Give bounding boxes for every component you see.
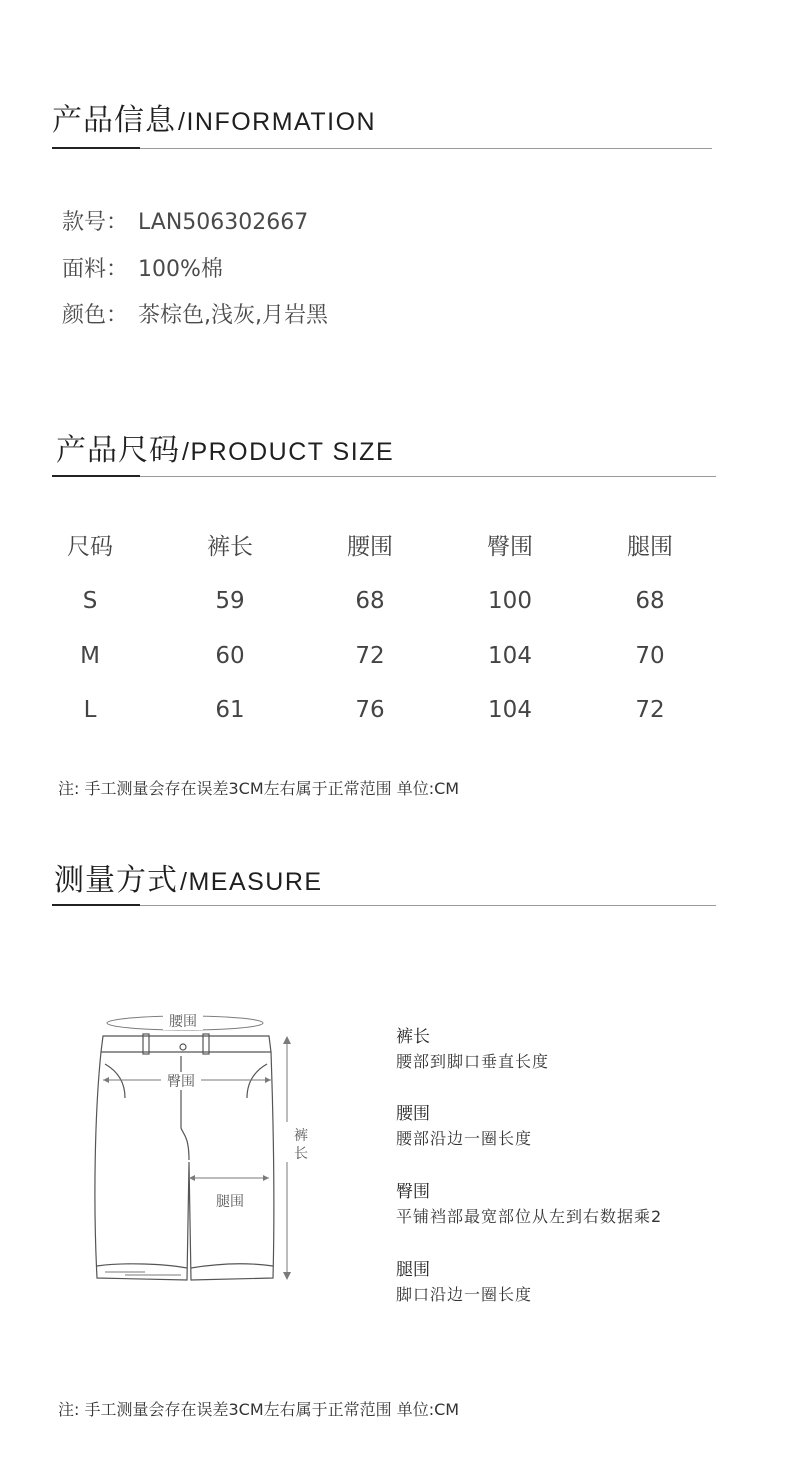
- table-cell: 59: [215, 588, 245, 614]
- measure-item-thigh: [396, 1257, 756, 1307]
- waistband-outline: [101, 1036, 271, 1052]
- header-cell: 裤长: [207, 534, 253, 560]
- measure-item-title: 裤长: [396, 1027, 430, 1047]
- size-title: [56, 425, 395, 468]
- shorts-illustration: [85, 1000, 325, 1300]
- table-cell: 60: [215, 643, 245, 669]
- measure-title-cn: 测量方式: [54, 863, 178, 898]
- size-title-cn: 产品尺码: [56, 433, 180, 468]
- arrow-down-icon: [283, 1272, 291, 1280]
- table-cell: 76: [355, 697, 385, 723]
- measure-item-desc: 腰部沿边一圈长度: [396, 1129, 533, 1148]
- size-title-en: /PRODUCT SIZE: [182, 438, 395, 466]
- table-cell: M: [80, 643, 100, 669]
- measure-title: [54, 855, 323, 898]
- diagram-label-waist: 腰围: [169, 1014, 197, 1030]
- measure-item-desc: 平铺裆部最宽部位从左到右数据乘2: [396, 1207, 663, 1226]
- measure-item-waist: [396, 1101, 756, 1151]
- measure-item-title: 腰围: [396, 1104, 430, 1124]
- measure-item-desc: 脚口沿边一圈长度: [396, 1285, 533, 1304]
- diagram-label-length-2: 长: [294, 1146, 308, 1162]
- table-row: [20, 643, 720, 683]
- information-title: [52, 95, 377, 138]
- table-cell: 70: [635, 643, 665, 669]
- table-cell: 104: [488, 697, 532, 723]
- table-cell: 61: [215, 697, 245, 723]
- table-row: [20, 588, 720, 628]
- info-value: LAN506302667: [138, 210, 309, 235]
- measure-divider-accent: [52, 904, 140, 906]
- arrow-right-icon: [263, 1175, 269, 1181]
- button: [180, 1044, 186, 1050]
- hem-right: [191, 1264, 273, 1268]
- measure-item-title: 腿围: [396, 1260, 430, 1280]
- table-cell: 104: [488, 643, 532, 669]
- size-divider-accent: [52, 475, 140, 477]
- arrow-left-icon: [103, 1077, 109, 1083]
- table-cell: 100: [488, 588, 532, 614]
- measure-note: 注: 手工测量会存在误差3CM左右属于正常范围 单位:CM: [58, 1400, 460, 1419]
- table-cell: 68: [355, 588, 385, 614]
- table-cell: 72: [355, 643, 385, 669]
- diagram-label-hip: 臀围: [167, 1074, 195, 1090]
- info-value: 100%棉: [138, 257, 223, 282]
- information-title-cn: 产品信息: [52, 103, 176, 138]
- table-cell: L: [83, 697, 97, 723]
- belt-loop: [203, 1034, 209, 1054]
- table-cell: 72: [635, 697, 665, 723]
- pocket-right: [247, 1064, 267, 1098]
- info-row-style-number: [62, 205, 308, 236]
- table-cell: 68: [635, 588, 665, 614]
- arrow-up-icon: [283, 1036, 291, 1044]
- info-row-color: [62, 298, 328, 329]
- table-cell: S: [82, 588, 98, 614]
- hem-left: [97, 1264, 187, 1268]
- information-divider: [52, 148, 712, 149]
- measure-item-hip: [396, 1179, 756, 1229]
- information-title-en: /INFORMATION: [178, 108, 377, 136]
- information-divider-accent: [52, 147, 140, 149]
- info-value: 茶棕色,浅灰,月岩黑: [138, 303, 329, 328]
- measure-item-desc: 腰部到脚口垂直长度: [396, 1052, 550, 1071]
- size-table-header: [20, 528, 720, 568]
- table-row: [20, 697, 720, 737]
- info-key: 颜色：: [62, 303, 129, 328]
- measure-item-title: 臀围: [396, 1182, 430, 1202]
- header-cell: 臀围: [487, 534, 533, 560]
- belt-loop: [143, 1034, 149, 1054]
- measure-title-en: /MEASURE: [180, 868, 323, 896]
- size-note: 注: 手工测量会存在误差3CM左右属于正常范围 单位:CM: [58, 779, 460, 798]
- diagram-label-thigh: 腿围: [216, 1194, 244, 1210]
- diagram-label-length-1: 裤: [294, 1128, 308, 1144]
- info-row-fabric: [62, 252, 223, 283]
- shorts-measurement-diagram: [85, 1000, 325, 1300]
- info-key: 款号：: [62, 210, 129, 235]
- fly-seam: [181, 1056, 189, 1160]
- size-divider: [52, 476, 716, 477]
- measure-divider: [52, 905, 716, 906]
- measure-item-length: [396, 1024, 756, 1074]
- header-cell: 腿围: [627, 534, 673, 560]
- arrow-right-icon: [265, 1077, 271, 1083]
- header-cell: 尺码: [67, 534, 113, 560]
- header-cell: 腰围: [347, 534, 393, 560]
- info-key: 面料：: [62, 257, 129, 282]
